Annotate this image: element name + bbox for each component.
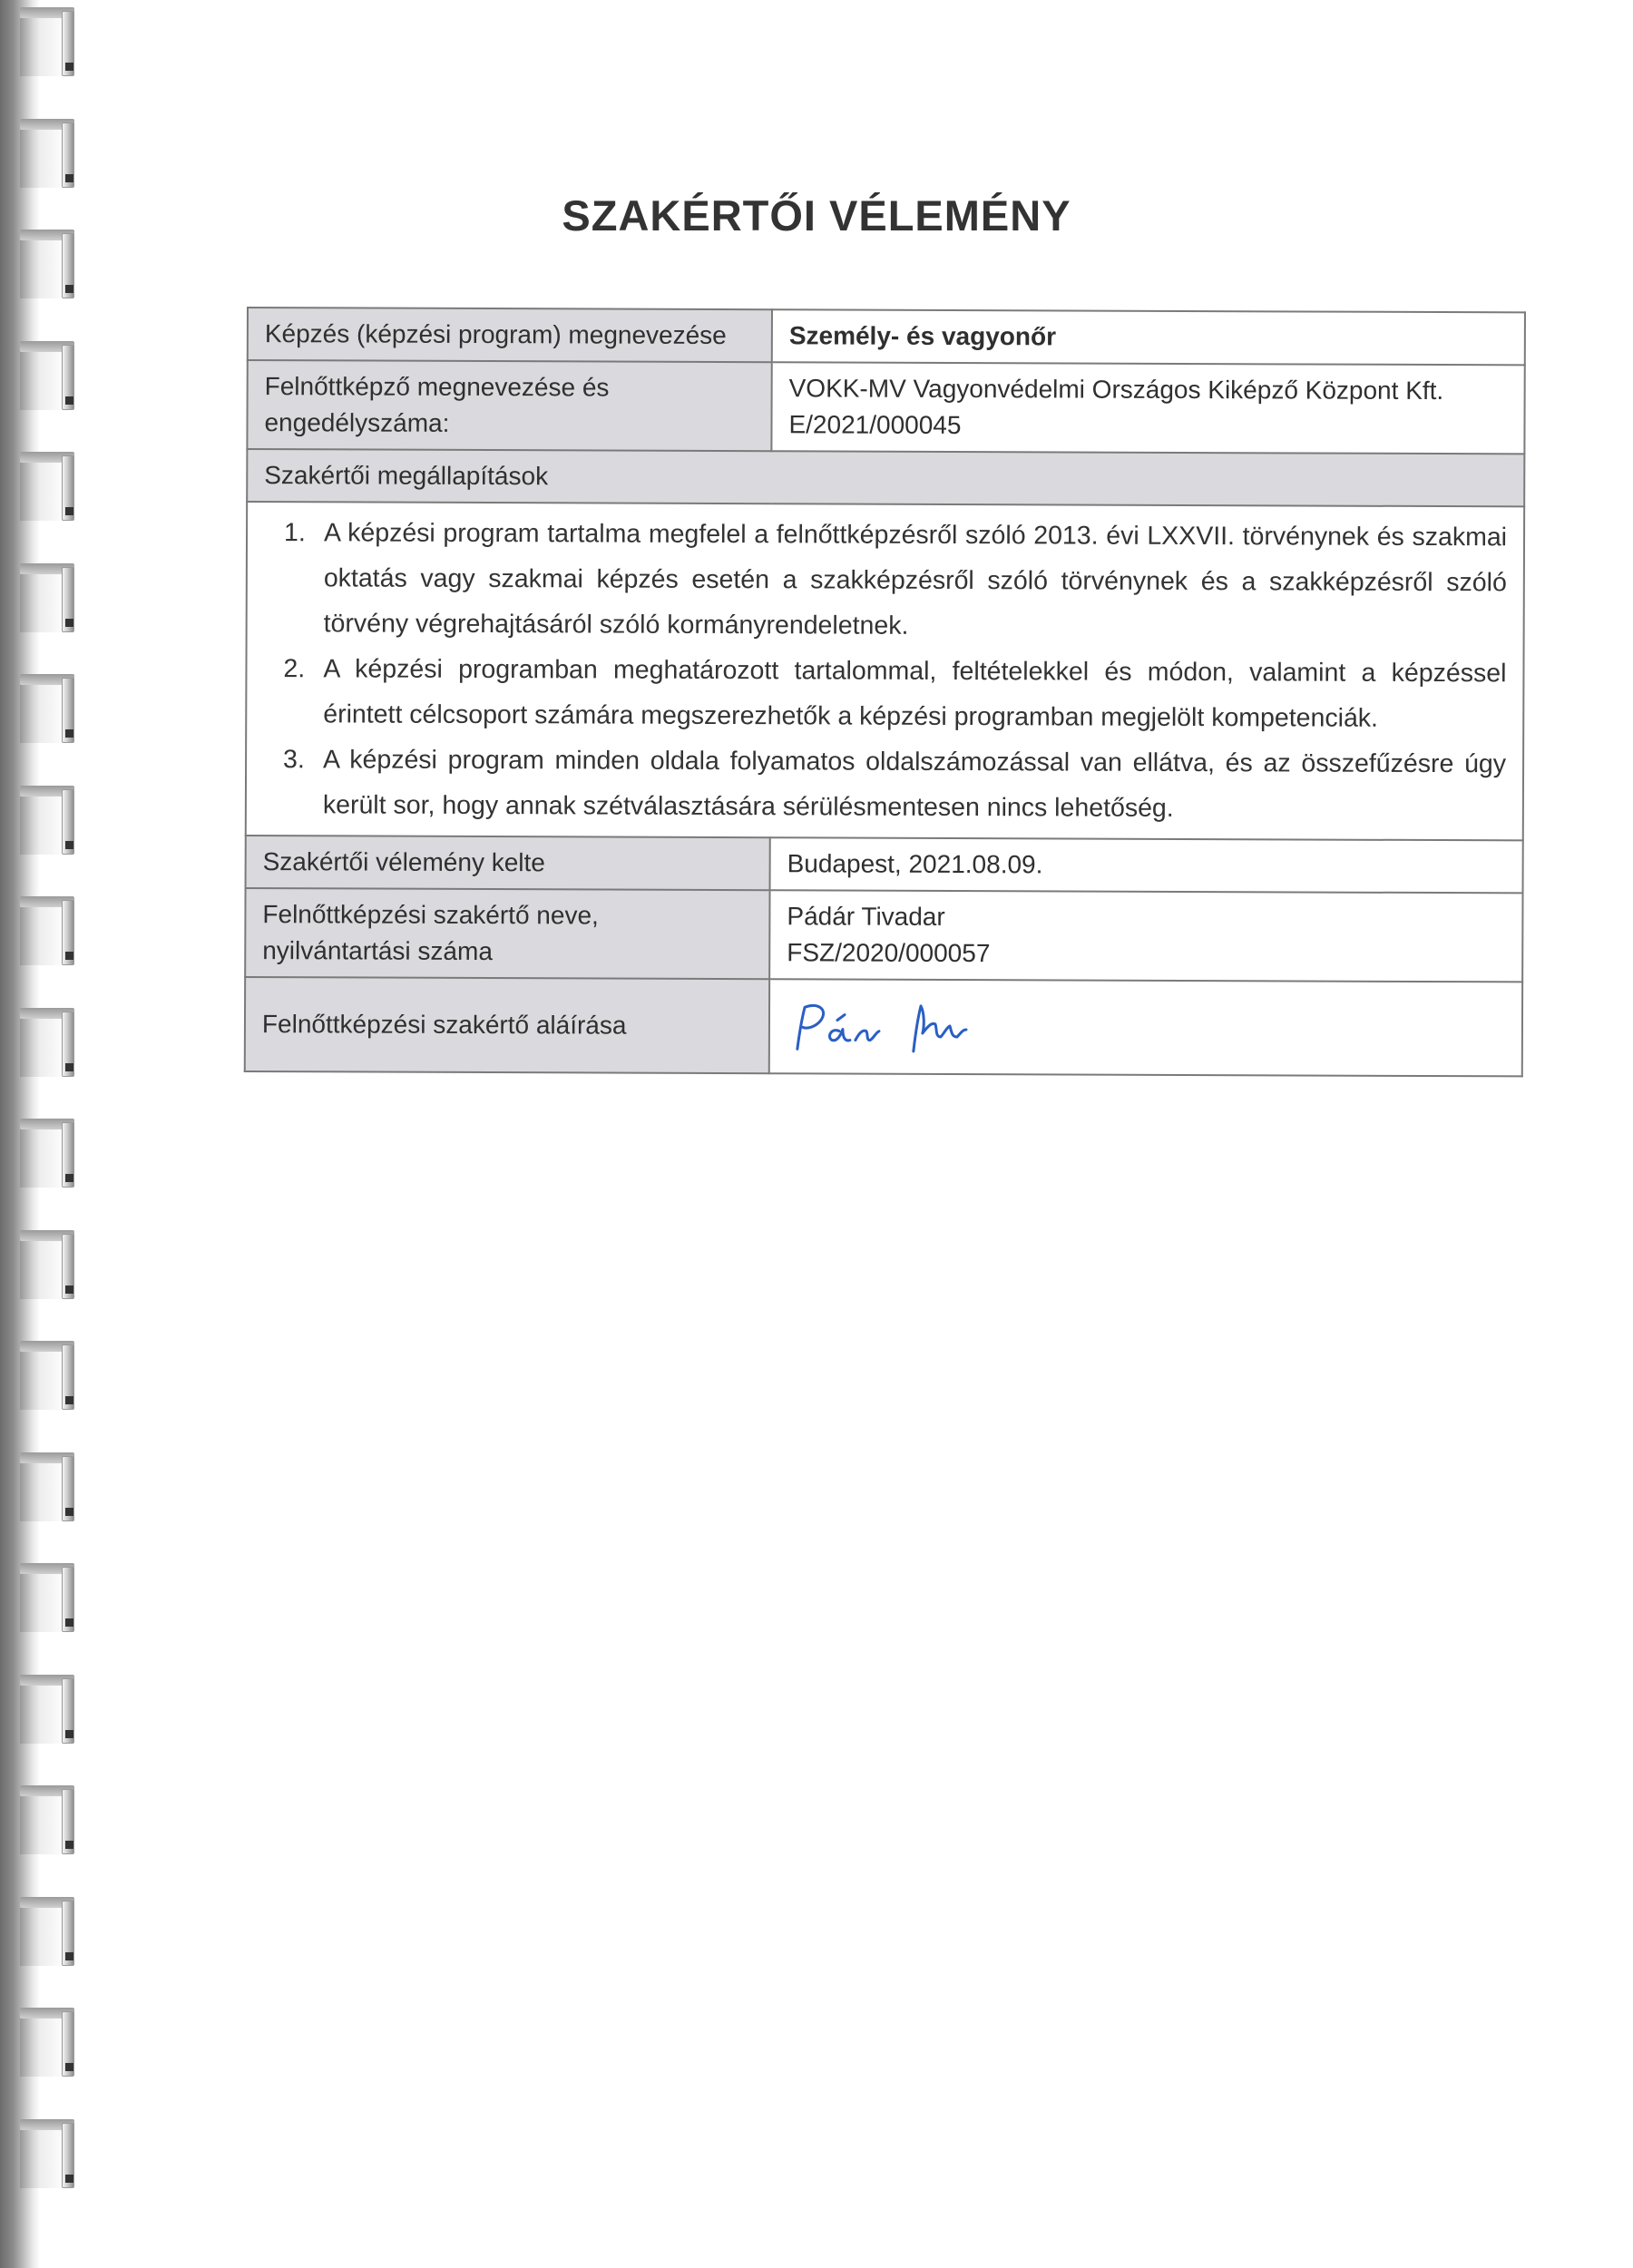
finding-number: 3.: [283, 745, 305, 775]
findings-header-row: [247, 449, 1524, 506]
training-row: [248, 308, 1525, 365]
binding-ring: [20, 119, 74, 188]
training-label: Képzés (képzési program) megnevezése: [248, 308, 772, 362]
binding-ring: [20, 896, 74, 965]
finding-number: 2.: [283, 654, 306, 684]
binding-ring: [20, 563, 74, 632]
finding-item: [264, 510, 1508, 650]
date-label: Szakértői vélemény kelte: [246, 836, 770, 890]
binding-ring: [20, 1675, 74, 1744]
signature-row: [245, 977, 1522, 1076]
expert-name: Pádár Tivadar: [787, 902, 945, 931]
date-row: [246, 836, 1523, 893]
binding-ring: [20, 786, 74, 855]
document-title: SZAKÉRTŐI VÉLEMÉNY: [562, 191, 1071, 240]
finding-item: [263, 737, 1506, 832]
training-value: Személy- és vagyonőr: [772, 309, 1525, 365]
provider-value: [771, 362, 1524, 454]
binding-ring: [20, 674, 74, 743]
provider-license: E/2021/000045: [788, 410, 962, 440]
provider-name: VOKK-MV Vagyonvédelmi Országos Kiképző Központ Kft.: [788, 374, 1444, 406]
expert-id: FSZ/2020/000057: [787, 938, 991, 968]
finding-number: 1.: [283, 518, 306, 548]
findings-cell: [246, 502, 1524, 840]
expert-label: Felnőttképzési szakértő neve, nyilvántartási száma: [245, 888, 769, 979]
handwritten-signature: [787, 994, 1004, 1059]
findings-header: Szakértői megállapítások: [247, 449, 1524, 506]
binding-ring: [20, 1119, 74, 1188]
opinion-table: [244, 307, 1526, 1077]
finding-item: [263, 646, 1506, 741]
binding-ring: [20, 1563, 74, 1632]
binding-ring: [20, 1008, 74, 1077]
findings-row: [246, 502, 1524, 840]
binding-ring: [20, 1785, 74, 1854]
binding-strip: [0, 0, 91, 2268]
binding-ring: [20, 1341, 74, 1410]
binding-ring: [20, 2008, 74, 2077]
binding-ring: [20, 2119, 74, 2188]
date-value: Budapest, 2021.08.09.: [770, 837, 1523, 893]
signature-label: Felnőttképzési szakértő aláírása: [245, 977, 769, 1073]
binding-ring: [20, 7, 74, 76]
provider-row: [247, 360, 1524, 454]
expert-value: [769, 890, 1522, 982]
binding-ring: [20, 1897, 74, 1966]
finding-text: A képzési program minden oldala folyamatos oldalszámozással van ellátva, és az összefűzésre úgy került sor, hogy annak szétválasztására sérülésmentesen nincs lehetőség.: [322, 745, 1507, 823]
provider-label: Felnőttképző megnevezése és engedélyszáma:: [247, 360, 771, 451]
binding-ring: [20, 1452, 74, 1521]
finding-text: A képzési programban meghatározott tartalommal, feltételekkel és módon, valamint a képzéssel érintett célcsoport számára megszerezhetők a képzési programban megjelölt kompetenciák.: [323, 654, 1507, 733]
signature-cell: [769, 979, 1522, 1076]
expert-row: [245, 888, 1522, 982]
binding-ring: [20, 341, 74, 410]
binding-ring: [20, 452, 74, 521]
findings-list: [263, 510, 1507, 832]
binding-ring: [20, 1230, 74, 1299]
finding-text: A képzési program tartalma megfelel a felnőttképzésről szóló 2013. évi LXXVII. törvénynek és szakmai oktatás vagy szakmai képzés esetén a szakképzésről szóló törvénynek és a szakképzésről szóló törvény végrehajtásáról szóló kormányrendeletnek.: [323, 518, 1508, 640]
